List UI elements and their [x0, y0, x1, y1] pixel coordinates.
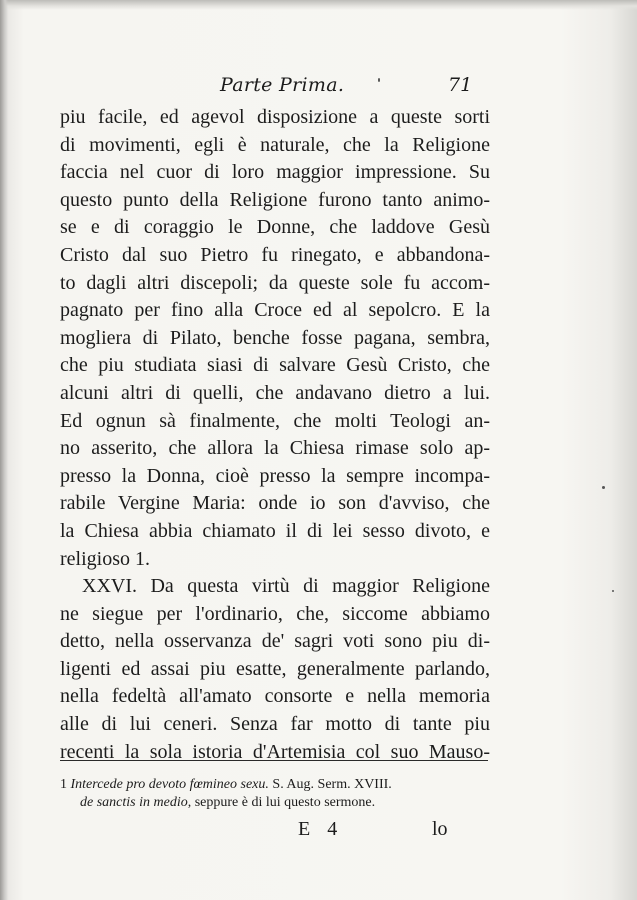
page-number: 71	[448, 74, 473, 96]
text-line: nella fedeltà all'amato consorte e nella memoria	[60, 685, 490, 708]
text-line: Ed ognun sà finalmente, che molti Teologi an-	[60, 409, 490, 432]
text-line: rabile Vergine Maria: onde io son d'avviso, che	[60, 492, 490, 515]
running-head: Parte Prima.	[220, 74, 345, 96]
page-gutter-edge	[0, 0, 8, 900]
page-top-edge	[0, 0, 637, 10]
footnote-marker: 1	[60, 777, 67, 792]
footnote	[60, 776, 490, 812]
text-line: che piu studiata siasi di salvare Gesù Cristo, che	[60, 354, 490, 377]
text-line: la Chiesa abbia chiamato il di lei sesso divoto, e	[60, 519, 490, 542]
text-line: faccia nel cuor di loro maggior impressione. Su	[60, 161, 490, 184]
text-line: to dagli altri discepoli; da queste sole fu accom-	[60, 271, 490, 294]
text-line: recenti la sola istoria d'Artemisia col suo Mauso-	[60, 740, 490, 763]
footnote-line-1	[60, 776, 490, 794]
ink-speck	[378, 78, 380, 82]
text-line: presso la Donna, cioè presso la sempre incompa-	[60, 464, 490, 487]
printer-signature: E 4	[298, 818, 344, 840]
text-line: Cristo dal suo Pietro fu rinegato, e abbandona-	[60, 243, 490, 266]
text-line: alcuni altri di quelli, che andavano dietro a lui.	[60, 381, 490, 404]
ink-speck	[612, 590, 614, 592]
text-line: alle di lui ceneri. Senza far motto di tante piu	[60, 713, 490, 736]
text-line: se e di coraggio le Donne, che laddove Gesù	[60, 216, 490, 239]
footnote-citation: S. Aug. Serm. XVIII.	[268, 777, 392, 792]
paragraph-start-line: XXVI. Da questa virtù di maggior Religione	[82, 575, 490, 598]
body-text	[60, 104, 490, 766]
text-line: pagnato per fino alla Croce ed al sepolcro. E la	[60, 299, 490, 322]
footnote-source: de sanctis in medio	[80, 795, 188, 810]
text-line: questo punto della Religione furono tanto animo-	[60, 188, 490, 211]
footnote-line-2	[60, 794, 490, 812]
text-line: detto, nella osservanza de' sagri voti sono piu di-	[60, 630, 490, 653]
text-line: ne siegue per l'ordinario, che, siccome abbiamo	[60, 602, 490, 625]
catchword: lo	[432, 818, 448, 840]
text-line: ligenti ed assai piu esatte, generalmente parlando,	[60, 657, 490, 680]
ink-speck	[602, 486, 605, 489]
footnote-quote: Intercede pro devoto fœmineo sexu.	[70, 777, 269, 792]
text-line: piu facile, ed agevol disposizione a queste sorti	[60, 106, 490, 128]
footnote-rule	[60, 760, 488, 761]
page-header	[60, 74, 480, 100]
text-line: religioso 1.	[60, 547, 150, 570]
footnote-remark: , seppure è di lui questo sermone.	[187, 795, 376, 810]
signature-row	[60, 818, 490, 846]
text-line: no asserito, che allora la Chiesa rimase solo ap-	[60, 437, 490, 460]
text-line: mogliera di Pilato, benche fosse pagana, sembra,	[60, 326, 490, 349]
text-line: di movimenti, egli è naturale, che la Religione	[60, 133, 490, 156]
